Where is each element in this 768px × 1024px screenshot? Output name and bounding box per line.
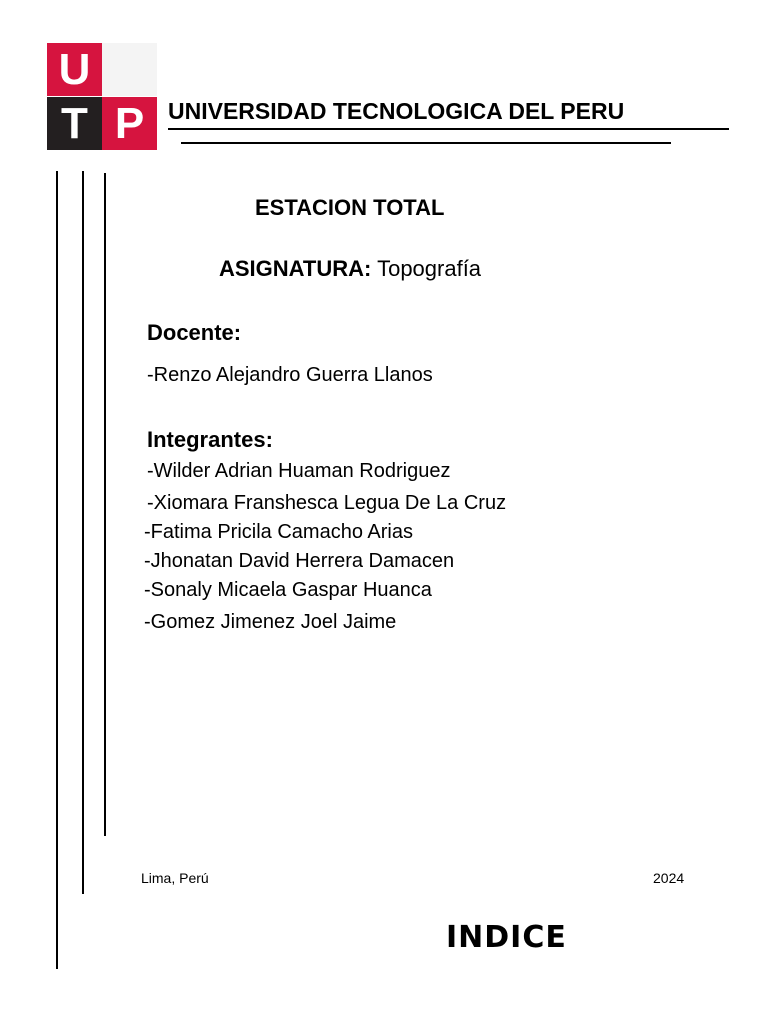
- member-name: -Sonaly Micaela Gaspar Huanca: [144, 579, 432, 601]
- university-title: UNIVERSIDAD TECNOLOGICA DEL PERU: [168, 98, 625, 124]
- vertical-rule-inner: [104, 173, 106, 836]
- member-name: -Xiomara Franshesca Legua De La Cruz: [147, 492, 507, 514]
- teacher-heading: Docente:: [147, 320, 242, 345]
- utp-logo: [47, 43, 157, 150]
- teacher-name: -Renzo Alejandro Guerra Llanos: [147, 364, 433, 386]
- vertical-rule-outer: [56, 171, 58, 969]
- footer-year: 2024: [653, 870, 685, 886]
- logo-blank-cell: [102, 43, 157, 96]
- logo-letter-u: U: [47, 43, 102, 96]
- member-name: -Jhonatan David Herrera Damacen: [144, 550, 455, 572]
- header-rule-top: [168, 128, 729, 130]
- logo-letter-p: P: [102, 97, 157, 150]
- members-heading: Integrantes:: [147, 427, 273, 452]
- index-heading: INDICE: [446, 920, 567, 955]
- member-name: -Fatima Pricila Camacho Arias: [144, 521, 413, 543]
- subject-label: ASIGNATURA:: [219, 256, 372, 281]
- footer-place: Lima, Perú: [141, 870, 209, 886]
- document-title: ESTACION TOTAL: [255, 195, 445, 220]
- subject-value: Topografía: [377, 256, 482, 281]
- member-name: -Wilder Adrian Huaman Rodriguez: [147, 460, 451, 482]
- header-rule-bottom: [181, 142, 671, 144]
- member-name: -Gomez Jimenez Joel Jaime: [144, 611, 397, 633]
- logo-letter-t: T: [47, 97, 102, 150]
- subject-line: [219, 256, 481, 282]
- vertical-rule-middle: [82, 171, 84, 894]
